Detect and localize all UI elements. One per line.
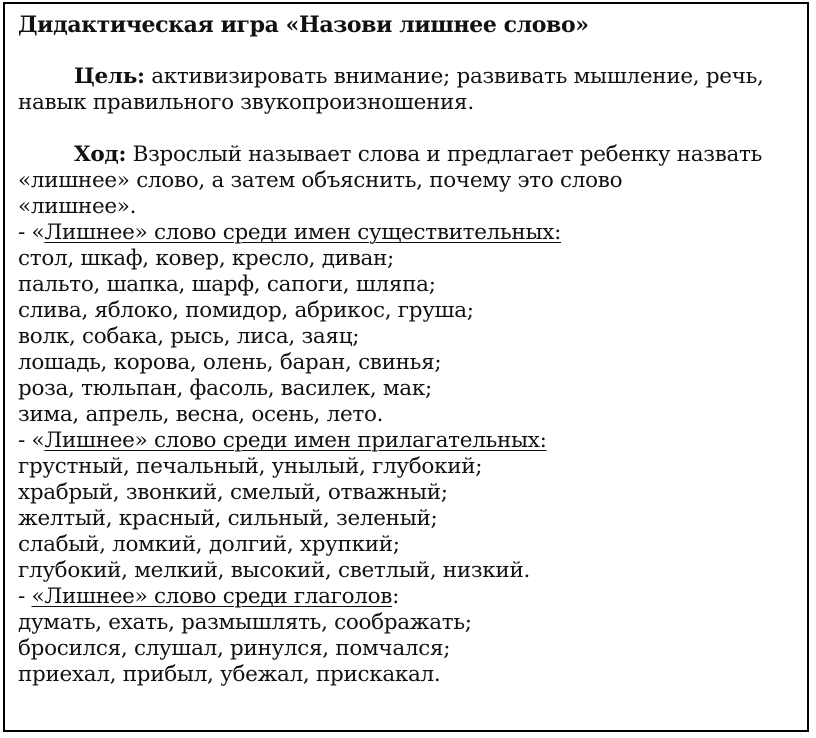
verbs-section <box>18 584 803 688</box>
nouns-section <box>18 220 803 428</box>
verbs-line: приехал, прибыл, убежал, прискакал. <box>18 662 441 687</box>
goal-text-1: активизировать внимание; развивать мышление, речь, <box>144 64 764 89</box>
spacer <box>18 38 803 64</box>
nouns-prefix: - « <box>18 220 45 245</box>
nouns-line: слива, яблоко, помидор, абрикос, груша; <box>18 298 474 323</box>
adjectives-line: глубокий, мелкий, высокий, светлый, низкий. <box>18 558 531 583</box>
adjectives-prefix: - « <box>18 428 45 453</box>
verbs-prefix: - <box>18 584 32 609</box>
document-body <box>18 12 803 688</box>
verbs-line: бросился, слушал, ринулся, помчался; <box>18 636 451 661</box>
goal-line-1 <box>18 64 803 90</box>
goal-label: Цель: <box>74 64 145 89</box>
nouns-heading-line <box>18 220 803 246</box>
nouns-line: лошадь, корова, олень, баран, свинья; <box>18 350 442 375</box>
goal-paragraph <box>18 64 803 116</box>
verbs-heading-line <box>18 584 803 610</box>
nouns-line: зима, апрель, весна, осень, лето. <box>18 402 384 427</box>
adjectives-section <box>18 428 803 584</box>
nouns-line: волк, собака, рысь, лиса, заяц; <box>18 324 360 349</box>
adjectives-heading-line <box>18 428 803 454</box>
nouns-line: стол, шкаф, ковер, кресло, диван; <box>18 246 394 271</box>
adjectives-line: грустный, печальный, унылый, глубокий; <box>18 454 483 479</box>
verbs-suffix: : <box>392 584 400 609</box>
verbs-heading: «Лишнее» слово среди глаголов <box>31 584 393 609</box>
procedure-line-3: «лишнее». <box>18 194 137 219</box>
procedure-label: Ход: <box>74 142 127 167</box>
nouns-heading: Лишнее» слово среди имен существительных: <box>44 220 562 245</box>
adjectives-line: желтый, красный, сильный, зеленый; <box>18 506 438 531</box>
adjectives-line: слабый, ломкий, долгий, хрупкий; <box>18 532 400 557</box>
document-title: Дидактическая игра «Назови лишнее слово» <box>18 12 589 38</box>
procedure-paragraph <box>18 142 803 220</box>
adjectives-heading: Лишнее» слово среди имен прилагательных: <box>44 428 547 453</box>
spacer <box>18 116 803 142</box>
nouns-line: пальто, шапка, шарф, сапоги, шляпа; <box>18 272 436 297</box>
nouns-line: роза, тюльпан, фасоль, василек, мак; <box>18 376 432 401</box>
procedure-line-2: «лишнее» слово, а затем объяснить, почему это слово <box>18 168 623 193</box>
procedure-line-1 <box>18 142 803 168</box>
procedure-text-1: Взрослый называет слова и предлагает ребенку назвать <box>126 142 763 167</box>
goal-line-2: навык правильного звукопроизношения. <box>18 90 474 115</box>
verbs-line: думать, ехать, размышлять, соображать; <box>18 610 472 635</box>
adjectives-line: храбрый, звонкий, смелый, отважный; <box>18 480 448 505</box>
document-frame <box>3 2 809 732</box>
